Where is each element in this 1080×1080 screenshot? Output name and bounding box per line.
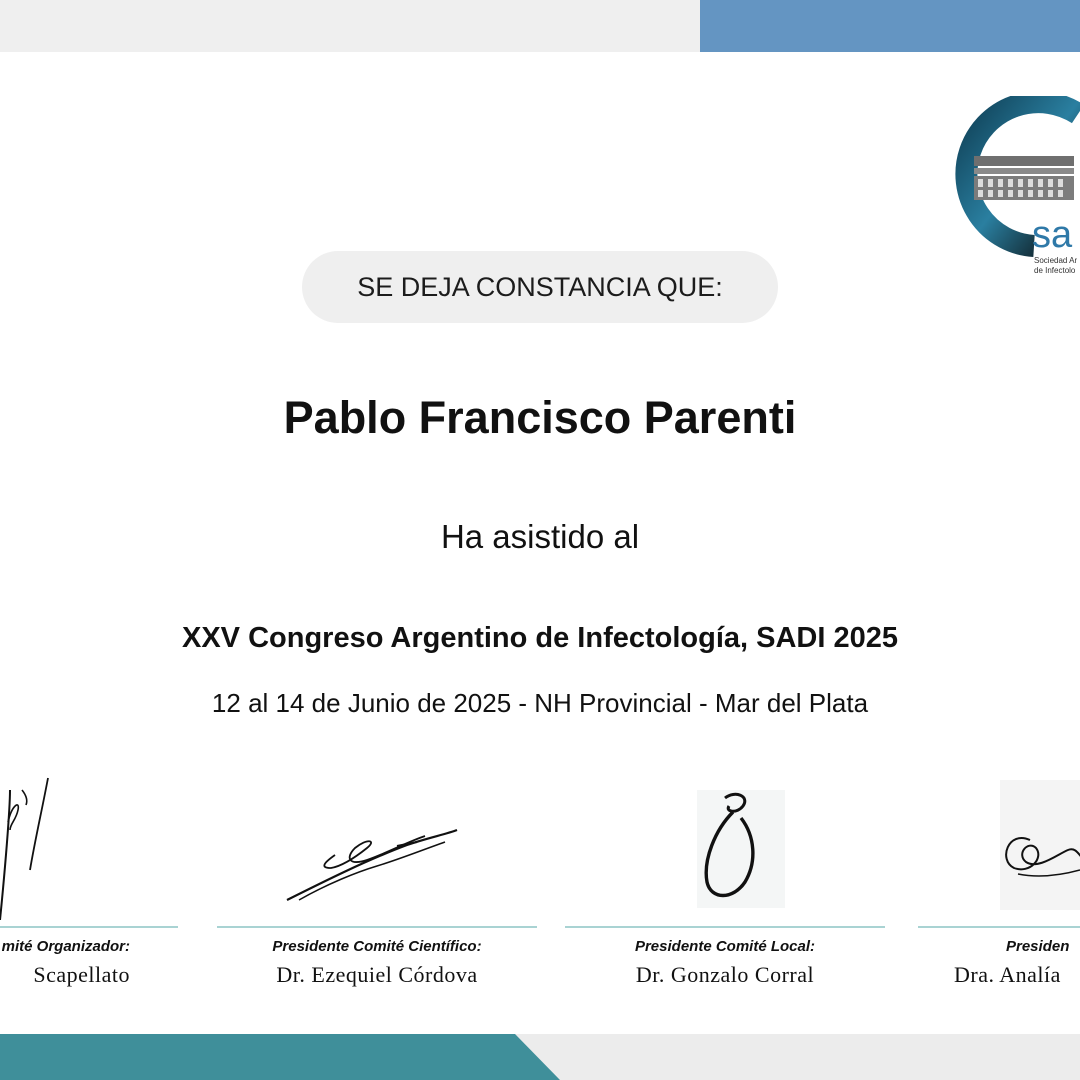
signature-name: Dr. Ezequiel Córdova <box>276 962 478 987</box>
signature-divider <box>918 926 1080 928</box>
signature-divider <box>217 926 537 928</box>
logo-subtitle <box>1034 256 1077 276</box>
recipient-name: Pablo Francisco Parenti <box>283 392 797 443</box>
signature-divider <box>565 926 885 928</box>
logo-acronym: sa <box>1032 214 1073 256</box>
signature-image <box>217 750 537 920</box>
signature-image <box>565 750 885 920</box>
signature-image <box>0 750 178 920</box>
signature-block-organizer <box>0 750 178 1000</box>
top-blue-band <box>700 0 1080 52</box>
signature-image <box>918 750 1080 920</box>
attended-text: Ha asistido al <box>440 518 640 555</box>
logo-subtitle-line2: de Infectolo <box>1034 266 1076 275</box>
signature-block-fourth <box>918 750 1080 1000</box>
top-gray-band <box>0 0 700 52</box>
signature-name: Dr. Gonzalo Corral <box>635 962 815 987</box>
signature-role: Presidente Comité Local: <box>634 938 816 955</box>
event-title: XXV Congreso Argentino de Infectología, SADI 2025 <box>182 622 898 654</box>
intro-text: SE DEJA CONSTANCIA QUE: <box>357 271 723 302</box>
bottom-teal-band <box>0 1034 560 1080</box>
logo-subtitle-line1: Sociedad Ar <box>1034 256 1078 265</box>
event-details: 12 al 14 de Junio de 2025 - NH Provincial - Mar del Plata <box>211 688 869 718</box>
signature-block-local <box>565 750 885 1000</box>
signature-role: Presidente Comité Científico: <box>272 938 482 955</box>
intro-pill <box>302 251 778 323</box>
signature-name: Dra. Analía <box>954 962 1061 987</box>
signature-role: Presiden <box>1006 938 1070 955</box>
signature-divider <box>0 926 178 928</box>
signature-name: Scapellato <box>33 962 130 987</box>
signature-block-scientific <box>217 750 537 1000</box>
signature-role: mité Organizador: <box>1 938 130 955</box>
